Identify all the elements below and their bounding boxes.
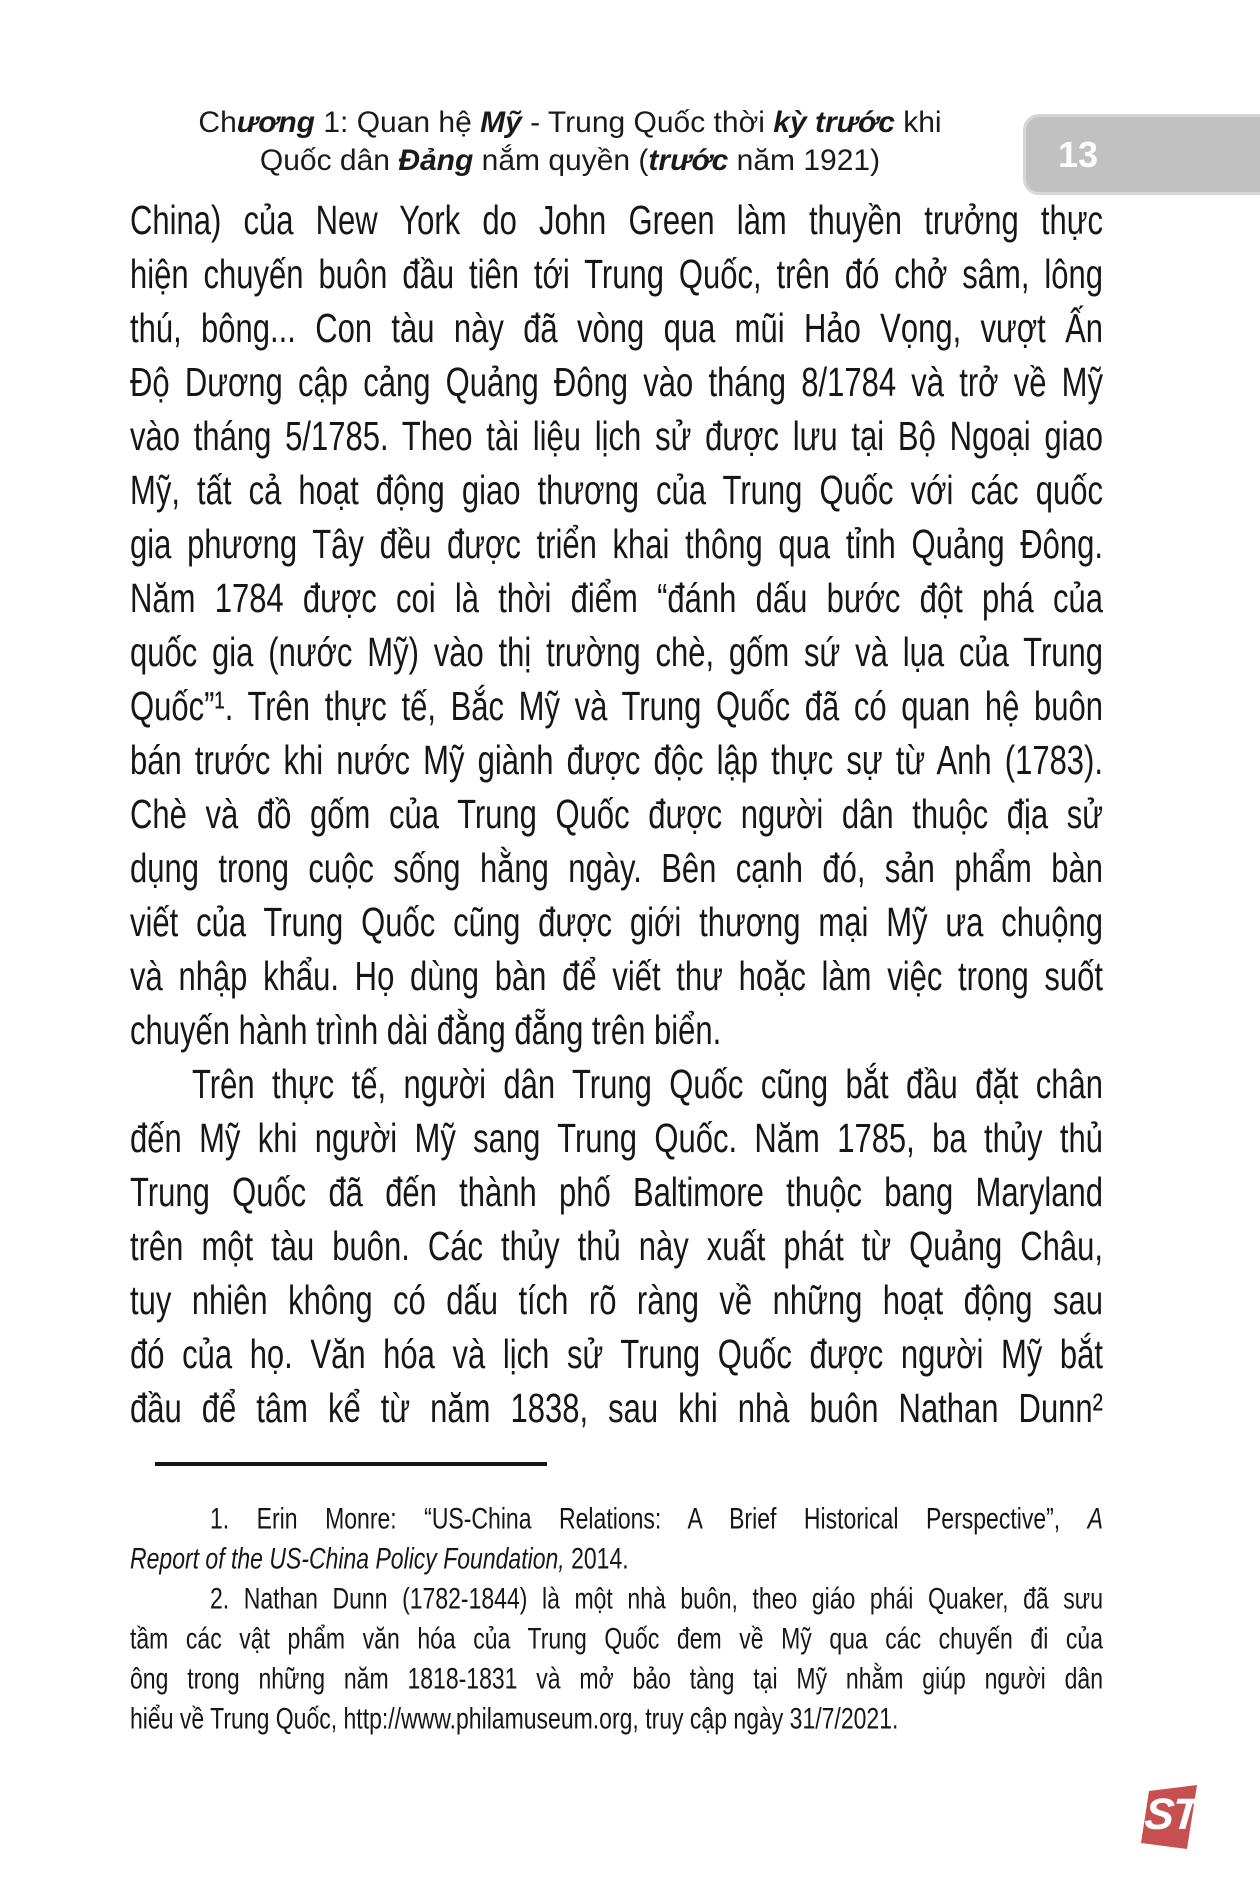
body-line: đến Mỹ khi người Mỹ sang Trung Quốc. Năm 1785, ba thủy thủ [130,1115,1103,1162]
body-line: đầu để tâm kể từ năm 1838, sau khi nhà buôn Nathan Dunn² [130,1385,1103,1432]
body-line: quốc gia (nước Mỹ) vào thị trường chè, gốm sứ và lụa của Trung [130,629,1103,676]
text-segment: 1: Quan hệ [315,106,481,139]
text-segment: - Trung Quốc thời [521,106,774,139]
body-line: gia phương Tây đều được triển khai thông qua tỉnh Quảng Đông. [130,521,1103,568]
page-number-badge [1023,114,1260,195]
body-line: và nhập khẩu. Họ dùng bàn để viết thư hoặc làm việc trong suốt [130,953,1103,1000]
footnotes [130,1498,1103,1738]
body-line: Mỹ, tất cả hoạt động giao thương của Trung Quốc với các quốc [130,467,1103,514]
text-segment: Ch [198,106,237,139]
body-line: trên một tàu buôn. Các thủy thủ này xuất phát từ Quảng Châu, [130,1223,1103,1270]
body-line: Trung Quốc đã đến thành phố Baltimore thuộc bang Maryland [130,1169,1103,1216]
footnote-rule [155,1462,547,1466]
body-line: Chè và đồ gốm của Trung Quốc được người dân thuộc địa sử [130,791,1103,838]
text-segment: trước [648,144,729,177]
text-segment: A [1087,1501,1103,1535]
body-line: Độ Dương cập cảng Quảng Đông vào tháng 8/1784 và trở về Mỹ [130,359,1103,406]
body-line: tuy nhiên không có dấu tích rõ ràng về những hoạt động sau [130,1277,1103,1324]
text-segment: 1. Erin Monre: “US-China Relations: A Brief Historical Perspective”, [210,1501,1088,1535]
body-line: hiện chuyến buôn đầu tiên tới Trung Quốc, trên đó chở sâm, lông [130,251,1103,298]
text-segment: kỳ trước [773,106,895,139]
text-segment: Đảng [398,144,474,177]
text-segment: 2014. [564,1541,629,1575]
footnote-line: ông trong những năm 1818-1831 và mở bảo tàng tại Mỹ nhằm giúp người dân [130,1661,1103,1695]
text-segment: Report of the US-China Policy Foundation, [130,1541,565,1575]
body-text [130,194,1103,1436]
body-line: bán trước khi nước Mỹ giành được độc lập thực sự từ Anh (1783). [130,737,1103,784]
text-segment: khi [894,106,942,139]
body-line: China) của New York do John Green làm thuyền trưởng thực [130,197,1103,244]
text-segment: ương [236,106,315,139]
footnote-line: hiểu về Trung Quốc, http://www.philamuseum.org, truy cập ngày 31/7/2021. [130,1701,899,1735]
body-line: đó của họ. Văn hóa và lịch sử Trung Quốc được người Mỹ bắt [130,1331,1103,1378]
footnote-line: 2. Nathan Dunn (1782-1844) là một nhà buôn, theo giáo phái Quaker, đã sưu [210,1581,1103,1615]
body-line: chuyến hành trình dài đằng đẵng trên biển. [130,1007,722,1054]
text-segment: Mỹ [480,106,522,139]
running-head-line-2 [130,142,1010,180]
footnote-line: tầm các vật phẩm văn hóa của Trung Quốc đem về Mỹ qua các chuyến đi của [130,1621,1103,1655]
text-segment: nắm quyền ( [473,144,649,177]
publisher-logo-text: ST [1142,1790,1200,1839]
body-line: Trên thực tế, người dân Trung Quốc cũng bắt đầu đặt chân [192,1061,1103,1108]
body-line: vào tháng 5/1785. Theo tài liệu lịch sử được lưu tại Bộ Ngoại giao [130,413,1103,460]
body-line: dụng trong cuộc sống hằng ngày. Bên cạnh đó, sản phẩm bàn [130,845,1103,892]
body-line: viết của Trung Quốc cũng được giới thương mại Mỹ ưa chuộng [130,899,1103,946]
running-head-line-1 [130,104,1010,142]
page-number: 13 [1058,133,1099,175]
body-line: thú, bông... Con tàu này đã vòng qua mũi Hảo Vọng, vượt Ấn [130,305,1103,352]
body-line: Quốc”¹. Trên thực tế, Bắc Mỹ và Trung Quốc đã có quan hệ buôn [130,683,1103,730]
text-segment: năm 1921) [728,144,881,177]
body-line: Năm 1784 được coi là thời điểm “đánh dấu bước đột phá của [130,575,1103,622]
text-segment: Quốc dân [259,144,399,177]
publisher-logo [1140,1785,1202,1849]
